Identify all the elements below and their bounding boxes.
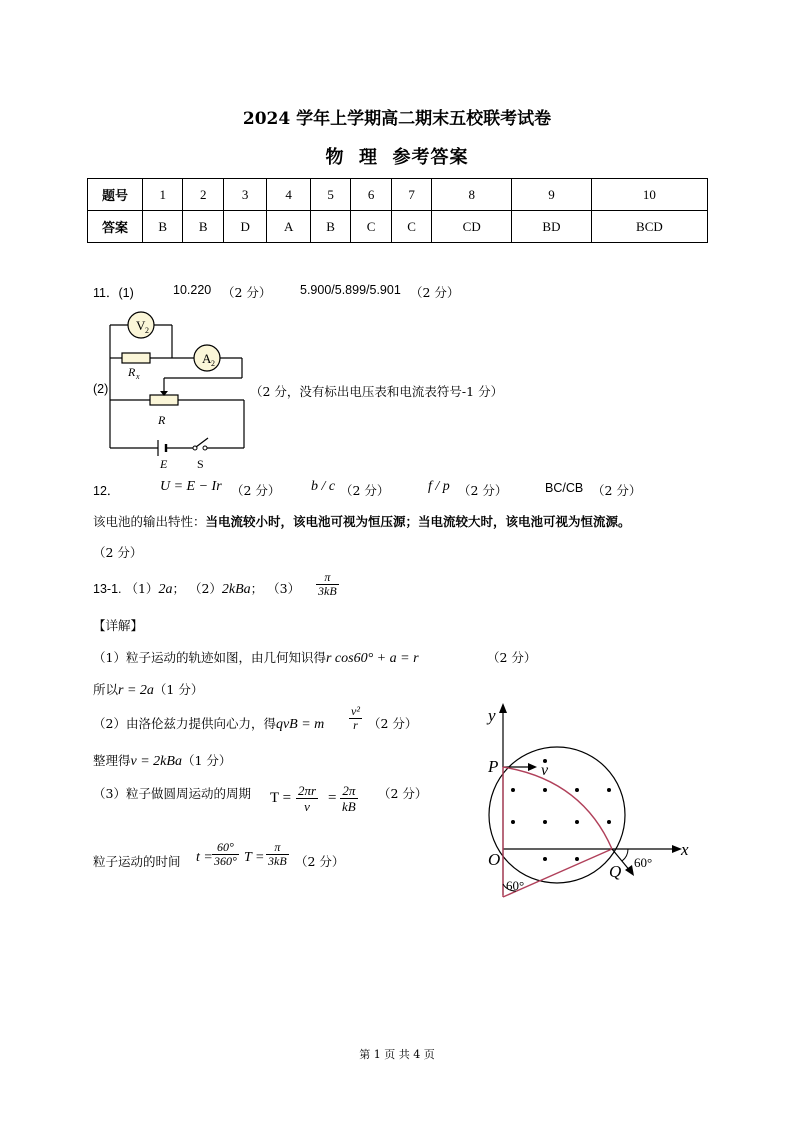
switch-label: S <box>197 457 204 471</box>
q13-s3-den2: kB <box>342 799 356 814</box>
q13-s4-den2: 3kB <box>268 854 287 868</box>
q13-s1-text: （1）粒子运动的轨迹如图，由几何知识得 <box>93 650 326 665</box>
q13-s4-den1: 360° <box>214 854 237 868</box>
trajectory-figure <box>472 700 702 905</box>
rheostat-label: R <box>158 413 166 427</box>
field-dot <box>575 857 579 861</box>
q13-a3-prefix: （3） <box>267 581 301 596</box>
q13-a1: 2a <box>158 582 173 597</box>
q13-s4-num1: 60° <box>212 841 239 855</box>
q13-a3-num: π <box>316 571 339 585</box>
q13-a3-den: 3kB <box>318 584 337 598</box>
angle-arc-q <box>622 849 628 861</box>
q12-formula: U = E − Ir <box>160 479 222 494</box>
y-axis-arrow <box>499 703 507 713</box>
field-dot <box>607 820 611 824</box>
rheostat <box>150 395 178 405</box>
q13-s3-frac1 <box>296 783 318 814</box>
table-cell: 8 <box>432 179 512 211</box>
q11-score2: （2 分） <box>410 285 460 300</box>
q13-s4-t: t = <box>196 850 213 865</box>
q12-label: 12． <box>93 484 120 498</box>
q13-s3-eq: = <box>328 790 337 806</box>
switch-lever <box>196 438 208 447</box>
ammeter-subscript: 2 <box>211 359 215 368</box>
voltmeter-label: V <box>136 318 146 333</box>
q12-score1: （2 分） <box>231 483 281 498</box>
table-cell: A <box>267 211 310 243</box>
angle-o-label: 60° <box>506 878 525 893</box>
q13-s2b-formula: v = 2kBa <box>130 754 182 769</box>
q11-label: 11．(1) <box>93 286 134 300</box>
table-cell: 9 <box>512 179 592 211</box>
q13-s3-num1: 2πr <box>298 783 317 798</box>
q12-conclusion: 当电流较小时，该电池可视为恒压源；当电流较大时，该电池可视为恒流源。 <box>205 514 631 529</box>
q13-s1-formula: r cos60° + a = r <box>325 651 419 666</box>
q13-a1-prefix: （1） <box>125 581 159 596</box>
q13-s3-text: （3）粒子做圆周运动的周期 <box>93 786 251 801</box>
table-cell: B <box>310 211 350 243</box>
q13-answer-line <box>93 579 300 598</box>
rx-resistor <box>122 353 150 363</box>
q12-bc: BC/CB <box>545 481 584 495</box>
q13-step2 <box>93 714 324 733</box>
q13-label: 13-1. <box>93 582 122 596</box>
table-cell: 10 <box>591 179 707 211</box>
table-cell: BD <box>512 211 592 243</box>
angle-q-label: 60° <box>634 855 653 870</box>
q13-s2b-text: 整理得 <box>93 753 131 768</box>
q12-score3: （2 分） <box>458 483 508 498</box>
field-dot <box>511 820 515 824</box>
field-dot <box>543 820 547 824</box>
q12-score2: （2 分） <box>340 483 390 498</box>
q-label: Q <box>609 862 622 881</box>
q13-step1 <box>93 648 419 667</box>
table-row-answers <box>88 211 708 243</box>
q13-s3-den1: v <box>304 799 310 814</box>
table-cell: 4 <box>267 179 310 211</box>
table-cell: B <box>143 211 183 243</box>
q13-step2b <box>93 751 231 770</box>
q13-a2-sep: ； <box>250 581 264 596</box>
table-cell: C <box>391 211 431 243</box>
q13-s2-formula: qvB = m <box>275 717 325 732</box>
y-label: y <box>488 706 496 725</box>
table-cell: 3 <box>223 179 266 211</box>
answer-table <box>87 178 708 243</box>
q13-s3-frac2 <box>340 783 358 814</box>
q12-ratio1: b / c <box>311 479 336 494</box>
q13-a3-fraction <box>316 571 339 598</box>
q13-s4-num2: π <box>266 841 289 855</box>
q13-s2-fraction <box>349 705 362 732</box>
x-label: x <box>681 840 689 859</box>
q13-s3-num2: 2π <box>340 783 358 799</box>
table-cell: 1 <box>143 179 183 211</box>
voltmeter-subscript: 2 <box>145 326 149 335</box>
page-footer: 第 1 页 共 4 页 <box>359 1048 435 1061</box>
q13-s3-T: T = <box>270 790 292 806</box>
q13-s4-score: （2 分） <box>295 854 345 869</box>
table-cell: 7 <box>391 179 431 211</box>
page-subtitle: 物 理 参考答案 <box>325 147 469 168</box>
velocity-arrowhead <box>528 763 537 771</box>
field-dots <box>511 759 611 861</box>
table-cell: 6 <box>351 179 391 211</box>
circuit-diagram <box>100 305 250 473</box>
q11-score1: （2 分） <box>222 285 272 300</box>
table-cell: D <box>223 211 266 243</box>
table-cell: CD <box>432 211 512 243</box>
field-dot <box>607 788 611 792</box>
q13-s2b-score: （1 分） <box>181 753 232 768</box>
q11-value1: 10.220 <box>173 283 212 297</box>
q12-conclusion-line <box>93 512 631 530</box>
field-dot <box>543 857 547 861</box>
v-label: v <box>541 762 549 779</box>
q13-a1-sep: ； <box>172 581 185 596</box>
q12-ratio2: f / p <box>428 479 450 494</box>
field-dot <box>511 788 515 792</box>
q13-s1b-formula: r = 2a <box>118 683 154 698</box>
q13-s2-den: r <box>353 718 358 732</box>
q13-step1b <box>93 680 203 699</box>
table-cell: B <box>183 211 223 243</box>
o-label: O <box>488 850 501 869</box>
q13-detail-heading: 【详解】 <box>93 618 144 633</box>
q13-s3-score: （2 分） <box>378 786 428 801</box>
table-row-numbers <box>88 179 708 211</box>
switch-terminal <box>203 446 207 450</box>
p-label: P <box>488 757 499 776</box>
q12-lead: 该电池的输出特性： <box>93 514 206 529</box>
q13-s2-score: （2 分） <box>368 716 418 731</box>
q13-s4-frac1 <box>212 841 239 868</box>
q12-score5: （2 分） <box>93 545 143 560</box>
field-dot <box>543 788 547 792</box>
rx-label: R <box>128 365 136 379</box>
q13-a2-prefix: （2） <box>188 581 222 596</box>
table-cell: BCD <box>591 211 707 243</box>
q11-value2: 5.900/5.899/5.901 <box>300 283 401 297</box>
row-label-number: 题号 <box>88 179 143 211</box>
trajectory-arc <box>503 767 612 849</box>
rx-subscript: x <box>136 372 140 381</box>
page-title: 2024 学年上学期高二期末五校联考试卷 <box>242 109 552 129</box>
field-dot <box>575 820 579 824</box>
row-label-answer: 答案 <box>88 211 143 243</box>
q13-a2: 2kBa <box>221 582 251 597</box>
q13-s2-text: （2）由洛伦兹力提供向心力，得 <box>93 716 276 731</box>
q12-score4: （2 分） <box>592 483 642 498</box>
q11-part2-label: (2) <box>93 382 109 396</box>
q11-part2-note: （2 分，没有标出电压表和电流表符号-1 分） <box>250 384 504 399</box>
q13-s4-text: 粒子运动的时间 <box>93 854 181 869</box>
table-cell: 2 <box>183 179 223 211</box>
table-cell: 5 <box>310 179 350 211</box>
q13-s1b-score: （1 分） <box>153 682 204 697</box>
q13-s2-num: v² <box>351 704 360 718</box>
q13-s4-T: T = <box>244 850 265 865</box>
q13-s1-score: （2 分） <box>487 650 537 665</box>
battery-label: E <box>160 457 168 471</box>
field-dot <box>575 788 579 792</box>
table-cell: C <box>351 211 391 243</box>
q13-s1b-text: 所以 <box>93 682 119 697</box>
q13-s4-frac2 <box>266 841 289 868</box>
ammeter-label: A <box>202 351 212 366</box>
